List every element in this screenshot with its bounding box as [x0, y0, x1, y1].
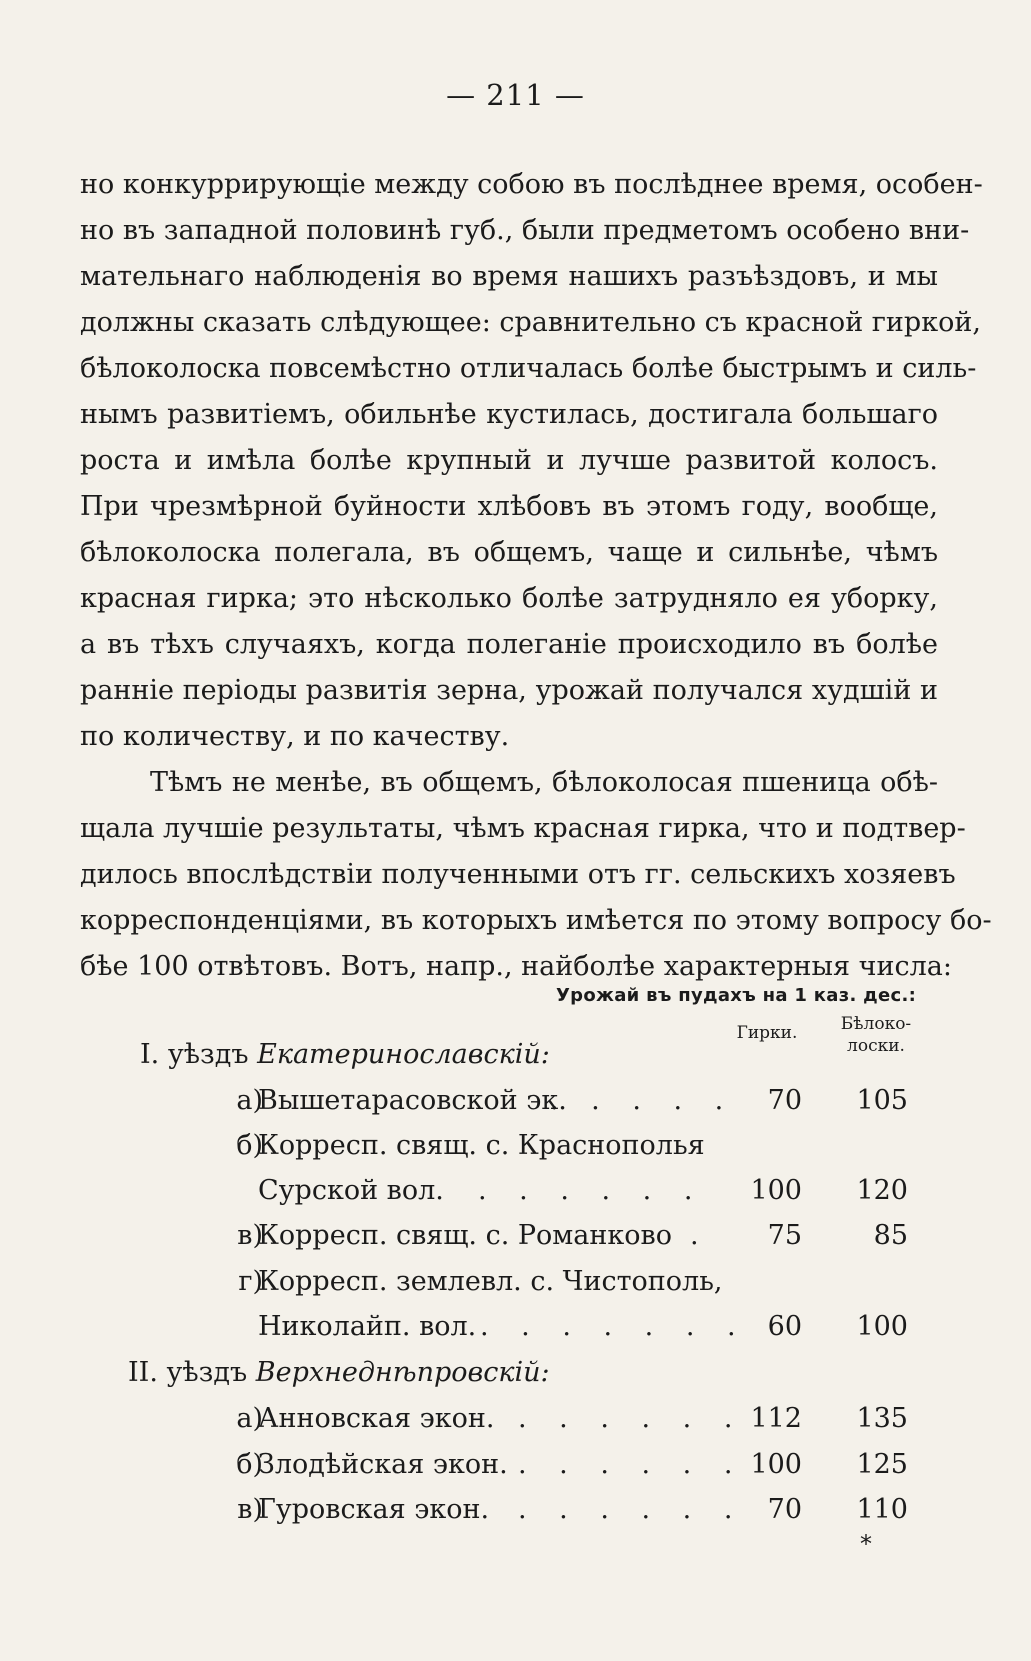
- district-name: Екатеринославскій:: [257, 1039, 550, 1070]
- text-line: бѣе 100 отвѣтовъ. Вотъ, напр., найболѣе характерныя числа:: [80, 951, 952, 982]
- text-line: но конкуррирующіе между собою въ послѣднее время, особен-: [80, 169, 983, 200]
- column-header-girki: Гирки.: [736, 1023, 798, 1043]
- entry-label: а): [236, 1403, 263, 1434]
- dot-leader: . . . . . .: [518, 1494, 745, 1525]
- text-line: дилось впослѣдствіи полученными отъ гг. сельскихъ хозяевъ: [80, 859, 956, 890]
- entry-label: г): [238, 1266, 263, 1297]
- value-girki: 100: [750, 1175, 802, 1206]
- value-belokoloski: 105: [856, 1085, 908, 1116]
- value-belokoloski: 120: [856, 1175, 908, 1206]
- value-belokoloski: 110: [856, 1494, 908, 1525]
- entry-label: в): [237, 1494, 263, 1525]
- entry-label: б): [236, 1130, 263, 1161]
- entry-text: Вышетарасовской эк.: [258, 1085, 567, 1116]
- value-girki: 60: [767, 1311, 802, 1342]
- text-line: нымъ развитіемъ, обильнѣе кустилась, достигала большаго: [80, 399, 938, 430]
- text-line: Тѣмъ не менѣе, въ общемъ, бѣлоколосая пшеница обѣ-: [150, 767, 938, 798]
- dot-leader: . . . . . .: [478, 1175, 705, 1206]
- text-line: должны сказать слѣдующее: сравнительно съ красной гиркой,: [80, 307, 981, 338]
- entry-label: в): [237, 1220, 263, 1251]
- district-heading: [128, 1357, 550, 1388]
- dot-leader: . . . . . .: [518, 1403, 745, 1434]
- text-line: но въ западной половинѣ губ., были предметомъ особено вни-: [80, 215, 970, 246]
- dot-leader: . . . . . . .: [480, 1311, 748, 1342]
- entry-label: а): [236, 1085, 263, 1116]
- value-girki: 70: [767, 1085, 802, 1116]
- district-label: II. уѣздъ: [128, 1357, 248, 1388]
- text-line: мательнаго наблюденія во время нашихъ разъѣздовъ, и мы: [80, 261, 938, 292]
- value-belokoloski: 135: [856, 1403, 908, 1434]
- text-line: корреспонденціями, въ которыхъ имѣется по этому вопросу бо-: [80, 905, 992, 936]
- body-text: [80, 162, 992, 990]
- page-number: — 211 —: [446, 78, 585, 112]
- value-girki: 75: [767, 1220, 802, 1251]
- entry-text: Анновская экон.: [258, 1403, 495, 1434]
- dot-leader: . . . . . .: [518, 1449, 745, 1480]
- value-girki: 70: [767, 1494, 802, 1525]
- value-belokoloski: 85: [873, 1220, 908, 1251]
- column-header-belokoloski: [826, 1013, 926, 1057]
- entry-text: Злодѣйская экон.: [258, 1449, 508, 1480]
- entry-text: Гуровская экон.: [258, 1494, 490, 1525]
- footnote-mark: *: [860, 1530, 872, 1558]
- entry-text: Корресп. свящ. с. Романково: [258, 1220, 672, 1251]
- district-heading: [140, 1039, 550, 1070]
- column-header-line: лоски.: [847, 1036, 905, 1056]
- entry-label: б): [236, 1449, 263, 1480]
- text-line: по количеству, и по качеству.: [80, 721, 510, 752]
- entry-text: Корресп. землевл. с. Чистополь,: [258, 1266, 723, 1297]
- text-line: роста и имѣла болѣе крупный и лучше развитой колосъ.: [80, 445, 938, 476]
- dot-leader: . . . . .: [550, 1085, 736, 1116]
- text-line: бѣлоколоска полегала, въ общемъ, чаще и сильнѣе, чѣмъ: [80, 537, 938, 568]
- text-line: бѣлоколоска повсемѣстно отличалась болѣе быстрымъ и силь-: [80, 353, 977, 384]
- table-heading: Урожай въ пудахъ на 1 каз. дес.:: [556, 985, 917, 1006]
- text-line: ранніе періоды развитія зерна, урожай получался худшій и: [80, 675, 938, 706]
- district-label: I. уѣздъ: [140, 1039, 249, 1070]
- district-name: Верхнеднѣпровскій:: [255, 1357, 550, 1388]
- value-girki: 112: [750, 1403, 802, 1434]
- value-belokoloski: 125: [856, 1449, 908, 1480]
- value-girki: 100: [750, 1449, 802, 1480]
- entry-text-continuation: Николайп. вол.: [258, 1311, 477, 1342]
- text-line: красная гирка; это нѣсколько болѣе затрудняло ея уборку,: [80, 583, 938, 614]
- text-line: а въ тѣхъ случаяхъ, когда полеганіе происходило въ болѣе: [80, 629, 938, 660]
- column-header-line: Бѣлоко-: [840, 1014, 912, 1034]
- text-line: щала лучшіе результаты, чѣмъ красная гирка, что и подтвер-: [80, 813, 966, 844]
- dot-leader: .: [690, 1220, 711, 1251]
- value-belokoloski: 100: [856, 1311, 908, 1342]
- entry-text-continuation: Сурской вол.: [258, 1175, 444, 1206]
- text-line: При чрезмѣрной буйности хлѣбовъ въ этомъ году, вообще,: [80, 491, 938, 522]
- entry-text: Корресп. свящ. с. Краснополья: [258, 1130, 705, 1161]
